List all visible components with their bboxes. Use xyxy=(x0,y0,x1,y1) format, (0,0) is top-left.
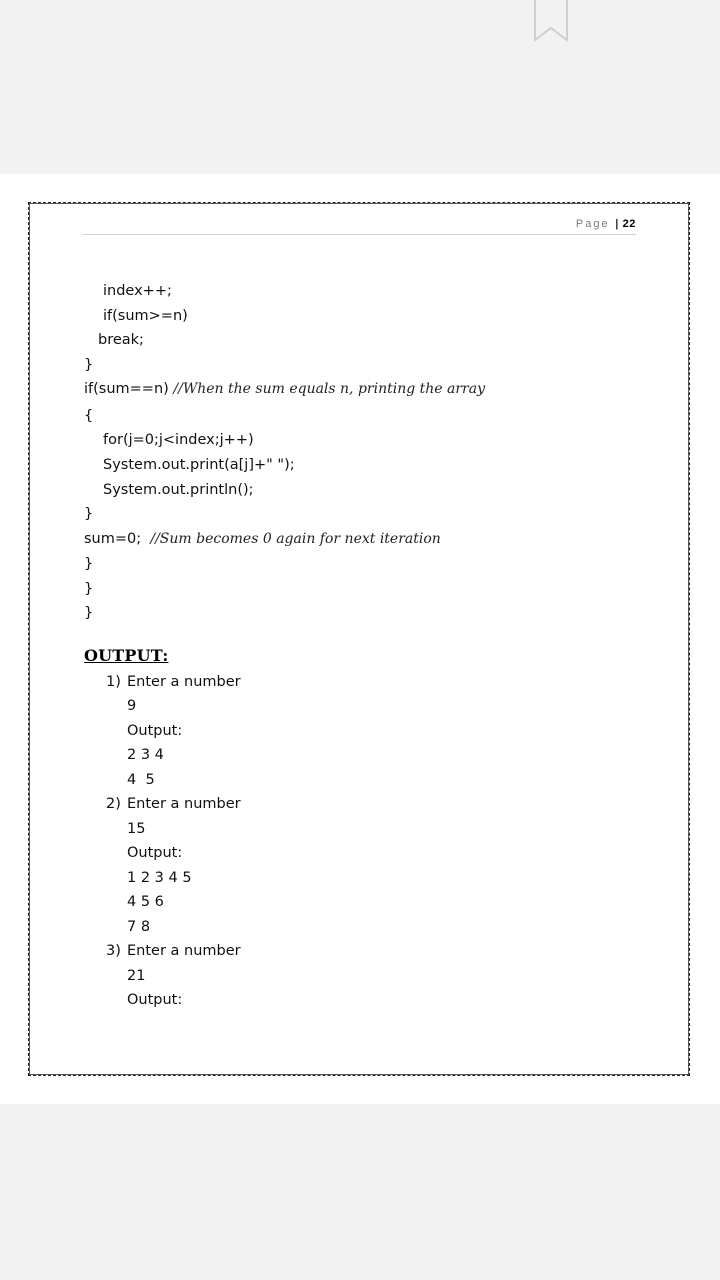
code-line: System.out.print(a[j]+" "); xyxy=(103,457,295,473)
output-line: 9 xyxy=(127,698,137,714)
code-line: for(j=0;j<index;j++) xyxy=(103,432,254,448)
code-line: } xyxy=(84,556,94,572)
code-line: sum=0; //Sum becomes 0 again for next iteration xyxy=(84,531,441,547)
code-line: } xyxy=(84,506,94,522)
list-number: 1) xyxy=(106,674,121,690)
page-header xyxy=(83,218,636,235)
code-line: index++; xyxy=(103,283,172,299)
output-line: Output: xyxy=(127,723,183,739)
output-line: Output: xyxy=(127,845,183,861)
page-label: Page xyxy=(575,218,610,230)
code-line: if(sum==n) //When the sum equals n, printing the array xyxy=(84,381,486,397)
output-line: 4 5 6 xyxy=(127,894,164,910)
output-line: Enter a number xyxy=(127,943,241,959)
output-line: 21 xyxy=(127,968,146,984)
output-heading: OUTPUT: xyxy=(84,646,169,665)
code-line: } xyxy=(84,581,94,597)
output-line: 15 xyxy=(127,821,146,837)
output-line: Output: xyxy=(127,992,183,1008)
code-comment: //When the sum equals n, printing the array xyxy=(173,381,486,397)
output-line: Enter a number xyxy=(127,674,241,690)
output-line: 4 5 xyxy=(127,772,155,788)
output-line: 1 2 3 4 5 xyxy=(127,870,192,886)
bookmark-icon[interactable] xyxy=(534,0,568,42)
code-line: { xyxy=(84,408,94,424)
output-line: 7 8 xyxy=(127,919,151,935)
output-line: Enter a number xyxy=(127,796,241,812)
page-number-value: 22 xyxy=(622,218,636,230)
code-line: } xyxy=(84,357,94,373)
list-number: 2) xyxy=(106,796,121,812)
list-number: 3) xyxy=(106,943,121,959)
page-separator: | xyxy=(615,218,619,230)
page-number xyxy=(576,218,636,230)
code-line: System.out.println(); xyxy=(103,482,254,498)
code-comment: //Sum becomes 0 again for next iteration xyxy=(150,531,441,547)
code-line: } xyxy=(84,605,94,621)
code-line: if(sum>=n) xyxy=(103,308,188,324)
output-line: 2 3 4 xyxy=(127,747,164,763)
code-line: break; xyxy=(98,332,144,348)
